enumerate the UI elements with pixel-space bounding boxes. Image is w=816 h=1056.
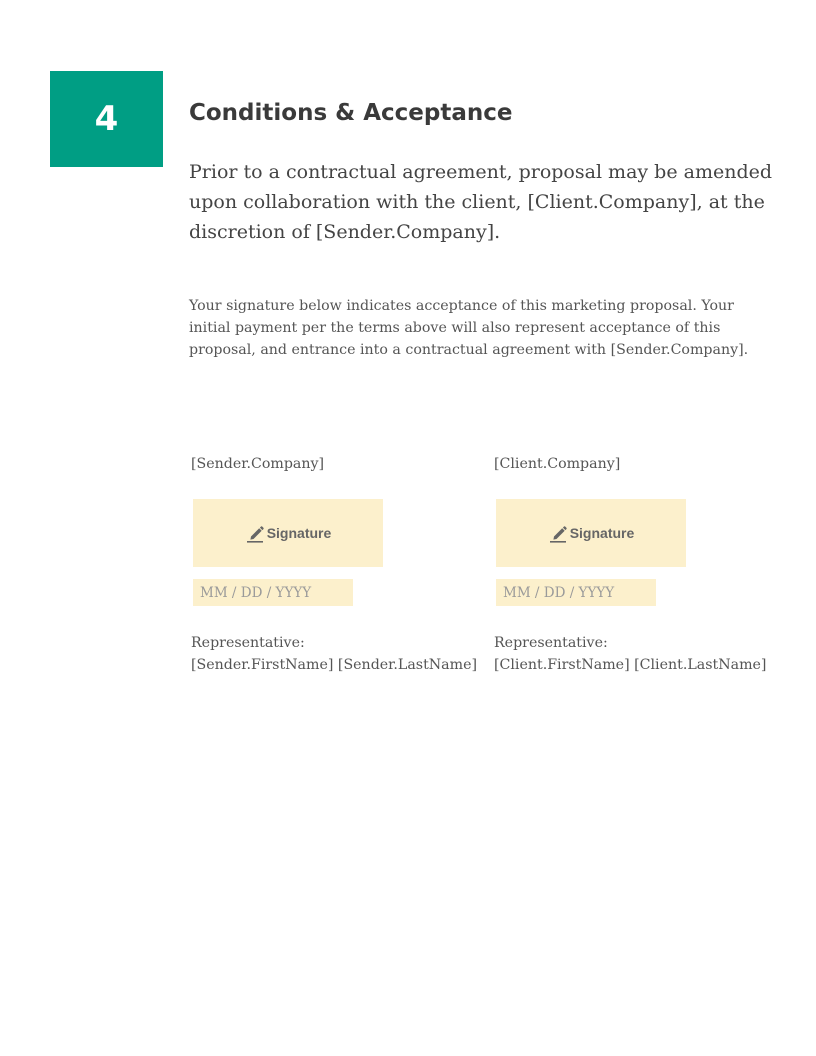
pen-icon [245, 523, 265, 543]
client-date-field[interactable] [496, 579, 656, 606]
sender-signature-field[interactable] [193, 499, 383, 567]
sender-company: [Sender.Company] [191, 456, 325, 472]
sender-representative [191, 632, 477, 676]
pen-icon [548, 523, 568, 543]
section-number: 4 [94, 99, 119, 139]
client-rep-name: [Client.FirstName] [Client.LastName] [494, 657, 767, 673]
client-representative [494, 632, 766, 676]
section-number-badge [50, 71, 163, 167]
client-signature-block [494, 453, 794, 673]
client-signature-label: Signature [569, 525, 635, 541]
sender-signature-block [191, 453, 491, 673]
sender-rep-name: [Sender.FirstName] [Sender.LastName] [191, 657, 478, 673]
lead-paragraph: Prior to a contractual agreement, proposal may be amended upon collaboration with the client, [Client.Company], at the discretion of [Sender.Company]. [189, 161, 773, 243]
sender-rep-label: Representative: [191, 635, 305, 651]
client-signature-field[interactable] [496, 499, 686, 567]
sender-signature-label: Signature [266, 525, 332, 541]
client-rep-label: Representative: [494, 635, 608, 651]
acceptance-paragraph: Your signature below indicates acceptance of this marketing proposal. Your initial payment per the terms above will also represent acceptance of this proposal, and entrance into a contractual agreement with [Sender.Company]. [189, 298, 749, 358]
client-company: [Client.Company] [494, 456, 621, 472]
sender-date-field[interactable] [193, 579, 353, 606]
section-title: Conditions & Acceptance [189, 100, 513, 126]
